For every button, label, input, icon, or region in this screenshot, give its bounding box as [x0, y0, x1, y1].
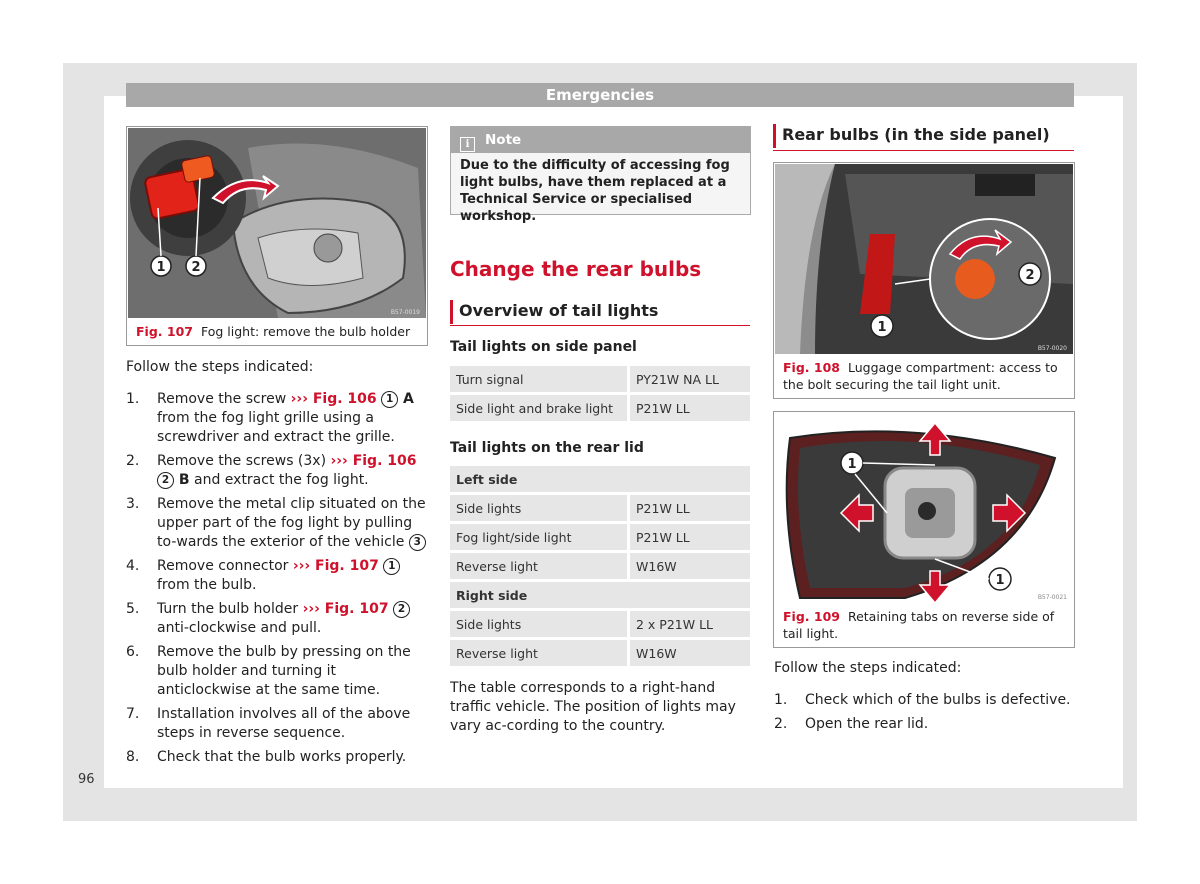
- left-step-5: 5. Turn the bulb holder ››› Fig. 107 2 anti-clockwise and pull.: [126, 600, 426, 638]
- fig107-callout-1: 1: [156, 260, 166, 275]
- figure-109-label: Fig. 109: [783, 609, 840, 624]
- left-step-1: 1. Remove the screw ››› Fig. 106 1 A from the fog light grille using a screwdriver and extract the grille.: [126, 391, 414, 445]
- fig109-callout-1a: 1: [847, 457, 857, 472]
- table-group-row: Left side: [450, 466, 750, 492]
- fig108-callout-1: 1: [877, 320, 887, 335]
- table-row: Side lights 2 x P21W LL: [450, 611, 750, 637]
- figure-109: [773, 411, 1075, 648]
- right-steps-list: [774, 691, 1074, 739]
- left-step-3: 3. Remove the metal clip situated on the upper part of the fog light by pulling to-wards the exterior of the vehicle 3: [126, 496, 426, 550]
- figure-107-caption: [136, 323, 419, 340]
- info-icon: i: [460, 137, 475, 152]
- note-body: Due to the difficulty of accessing fog light bulbs, have them replaced at a Technical Service or specialised workshop.: [460, 158, 730, 224]
- note-box: [450, 126, 751, 224]
- fig-106-link[interactable]: ››› Fig. 106: [330, 453, 417, 469]
- table-row: Side light and brake light P21W LL: [450, 395, 750, 421]
- left-step-2: 2. Remove the screws (3x) ››› Fig. 106 2 B and extract the fog light.: [126, 453, 417, 488]
- page-number: 96: [78, 772, 95, 787]
- right-step-2: 2. Open the rear lid.: [774, 716, 929, 732]
- figure-108: [773, 162, 1075, 399]
- table-row: Side lights P21W LL: [450, 495, 750, 521]
- rear-lid-heading: Tail lights on the rear lid: [450, 440, 644, 456]
- figure-109-caption: [783, 608, 1066, 642]
- fig109-callout-1b: 1: [995, 573, 1005, 588]
- figure-108-label: Fig. 108: [783, 360, 840, 375]
- figure-109-caption-text: Retaining tabs on reverse side of tail light.: [783, 609, 1055, 641]
- figure-109-image: [775, 413, 1073, 603]
- figure-108-caption-text: Luggage compartment: access to the bolt securing the tail light unit.: [783, 360, 1058, 392]
- fig107-code: B57-0019: [390, 309, 420, 316]
- subsection-underline: [450, 325, 750, 326]
- table-footnote: The table corresponds to a right-hand traffic vehicle. The position of lights may vary ac-cording to the country.: [450, 680, 736, 734]
- table-row: Reverse light W16W: [450, 640, 750, 666]
- figure-107-image: [128, 128, 426, 318]
- section-title-rear-bulbs: Change the rear bulbs: [450, 257, 702, 281]
- rear-lid-table: [450, 463, 750, 669]
- subsection-title: Overview of tail lights: [450, 300, 658, 324]
- table-row: Turn signal PY21W NA LL: [450, 366, 750, 392]
- left-step-6: 6. Remove the bulb by pressing on the bulb holder and turning it anticlockwise at the same time.: [126, 644, 411, 698]
- left-step-7: 7. Installation involves all of the above steps in reverse sequence.: [126, 706, 411, 741]
- figure-108-caption: [783, 359, 1066, 393]
- right-title-underline: [773, 150, 1074, 151]
- chapter-header: Emergencies: [126, 83, 1074, 107]
- fig-107-link[interactable]: ››› Fig. 107: [302, 601, 389, 617]
- fig108-code: B57-0020: [1037, 345, 1067, 352]
- side-panel-heading: Tail lights on side panel: [450, 339, 637, 355]
- left-step-8: 8. Check that the bulb works properly.: [126, 749, 407, 765]
- rear-bulbs-side-panel-title: Rear bulbs (in the side panel): [773, 124, 1050, 148]
- table-row: Reverse light W16W: [450, 553, 750, 579]
- figure-107-label: Fig. 107: [136, 324, 193, 339]
- fig107-callout-2: 2: [191, 260, 201, 275]
- note-header: [451, 127, 750, 153]
- fig108-callout-2: 2: [1025, 268, 1035, 283]
- table-row: Fog light/side light P21W LL: [450, 524, 750, 550]
- fig-107-link[interactable]: ››› Fig. 107: [292, 558, 379, 574]
- table-group-row: Right side: [450, 582, 750, 608]
- note-title: Note: [485, 132, 522, 148]
- figure-107: [126, 126, 428, 346]
- fig-106-link[interactable]: ››› Fig. 106: [290, 391, 377, 407]
- right-intro: Follow the steps indicated:: [774, 660, 962, 676]
- side-panel-table: [450, 363, 750, 424]
- fig109-code: B57-0021: [1037, 594, 1067, 601]
- figure-108-image: [775, 164, 1073, 354]
- right-step-1: 1. Check which of the bulbs is defective.: [774, 692, 1071, 708]
- left-step-4: 4. Remove connector ››› Fig. 107 1 from the bulb.: [126, 557, 426, 595]
- figure-107-caption-text: Fog light: remove the bulb holder: [200, 324, 411, 339]
- left-steps-list: [126, 390, 426, 772]
- left-intro: Follow the steps indicated:: [126, 359, 314, 375]
